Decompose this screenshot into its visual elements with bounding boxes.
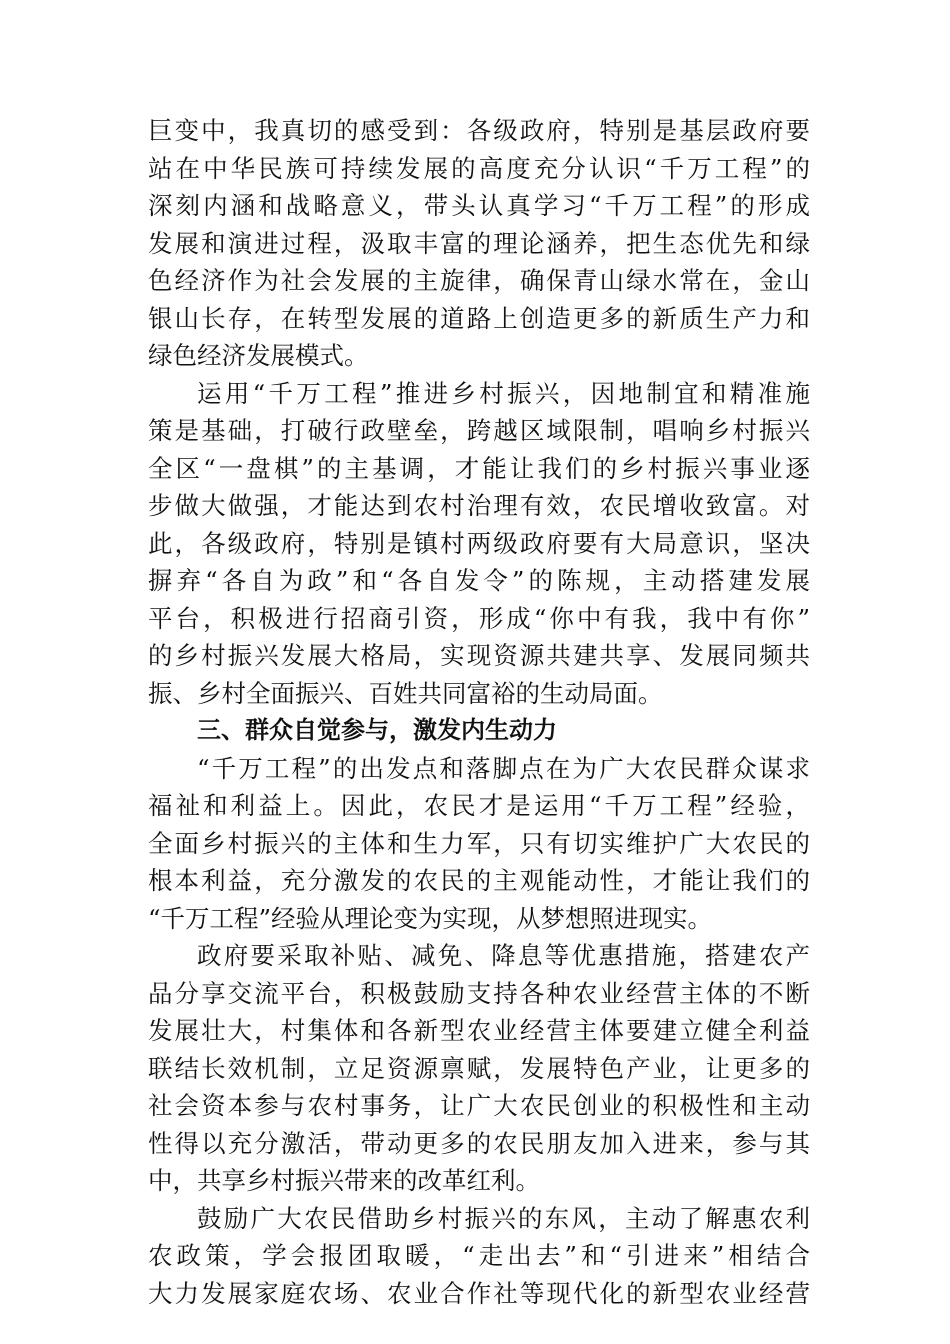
text-line: 策是基础，打破行政壁垒，跨越区域限制，唱响乡村振兴 — [148, 416, 810, 445]
document-body — [148, 112, 810, 1312]
paragraph — [148, 375, 810, 713]
text-line: 性得以充分激活，带动更多的农民朋友加入进来，参与其 — [148, 1128, 810, 1158]
text-line: 绿色经济发展模式。 — [148, 341, 369, 370]
paragraph — [148, 112, 810, 375]
text-line: 色经济作为社会发展的主旋律，确保青山绿水常在，金山 — [148, 266, 810, 295]
text-line: 巨变中，我真切的感受到：各级政府，特别是基层政府要 — [148, 116, 810, 145]
text-line: 平台，积极进行招商引资，形成“你中有我，我中有你” — [148, 603, 810, 633]
text-line: 联结长效机制，立足资源禀赋，发展特色产业，让更多的 — [148, 1053, 810, 1083]
text-line: 步做大做强，才能达到农村治理有效，农民增收致富。对 — [148, 491, 810, 520]
text-line: 大力发展家庭农场、农业合作社等现代化的新型农业经营 — [148, 1278, 810, 1308]
paragraph — [148, 1200, 810, 1313]
text-line: 发展和演进过程，汲取丰富的理论涵养，把生态优先和绿 — [148, 228, 810, 258]
section-heading: 三、群众自觉参与，激发内生动力 — [197, 716, 557, 744]
text-line: 此，各级政府，特别是镇村两级政府要有大局意识，坚决 — [148, 528, 810, 558]
text-line: 鼓励广大农民借助乡村振兴的东风，主动了解惠农利 — [197, 1203, 810, 1233]
text-line: 站在中华民族可持续发展的高度充分认识“千万工程”的 — [148, 153, 810, 183]
paragraph — [148, 750, 810, 938]
text-line: “千万工程”的出发点和落脚点在为广大农民群众谋求 — [197, 753, 810, 783]
text-line: 品分享交流平台，积极鼓励支持各种农业经营主体的不断 — [148, 978, 810, 1008]
text-line: 农政策，学会报团取暖，“走出去”和“引进来”相结合 — [148, 1241, 810, 1270]
text-line: 社会资本参与农村事务，让广大农民创业的积极性和主动 — [148, 1091, 810, 1120]
text-line: 福祉和利益上。因此，农民才是运用“千万工程”经验， — [148, 791, 810, 820]
text-line: 全区“一盘棋”的主基调，才能让我们的乡村振兴事业逐 — [148, 453, 810, 483]
text-line: 政府要采取补贴、减免、降息等优惠措施，搭建农产 — [197, 941, 810, 970]
paragraph — [148, 937, 810, 1200]
text-line: 的乡村振兴发展大格局，实现资源共建共享、发展同频共 — [148, 641, 810, 670]
text-line: 根本利益，充分激发的农民的主观能动性，才能让我们的 — [148, 866, 810, 895]
text-line: 运用“千万工程”推进乡村振兴，因地制宜和精准施 — [197, 378, 810, 408]
text-line: 深刻内涵和战略意义，带头认真学习“千万工程”的形成 — [148, 191, 810, 220]
text-line: 振、乡村全面振兴、百姓共同富裕的生动局面。 — [148, 678, 663, 708]
text-line: 全面乡村振兴的主体和生力军，只有切实维护广大农民的 — [148, 828, 810, 858]
text-line: 发展壮大，村集体和各新型农业经营主体要建立健全利益 — [148, 1016, 810, 1045]
text-line: 中，共享乡村振兴带来的改革红利。 — [148, 1166, 540, 1195]
text-line: “千万工程”经验从理论变为实现，从梦想照进现实。 — [148, 903, 713, 933]
text-line: 摒弃“各自为政”和“各自发令”的陈规，主动搭建发展 — [148, 566, 810, 595]
text-line: 银山长存，在转型发展的道路上创造更多的新质生产力和 — [148, 303, 810, 333]
